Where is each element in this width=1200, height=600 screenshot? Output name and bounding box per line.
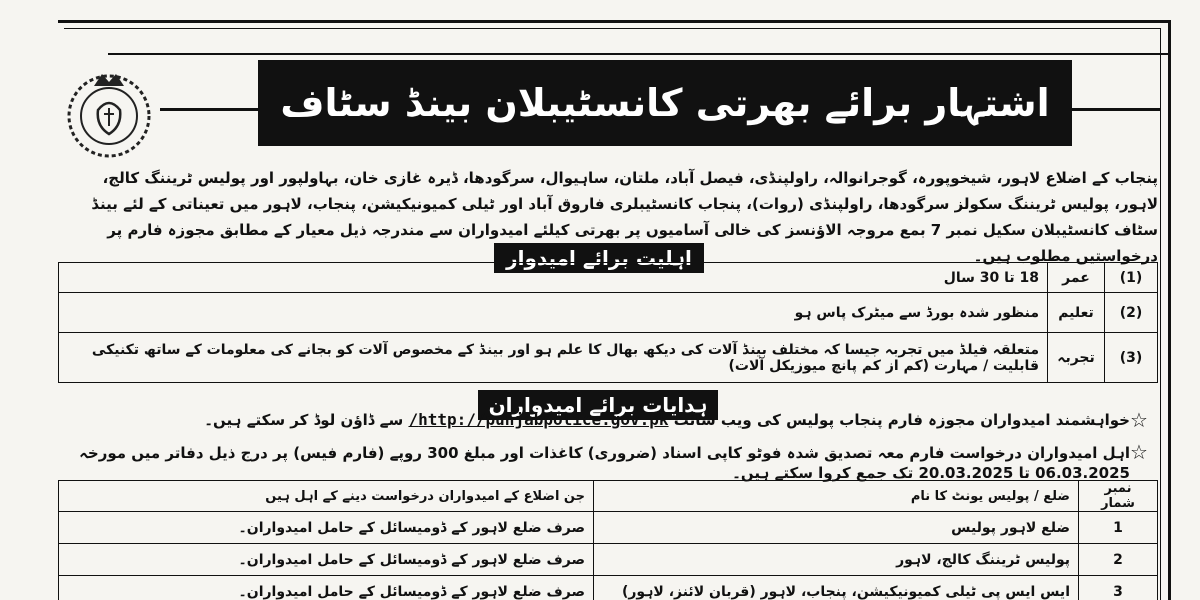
- district-unit: ایس ایس پی ٹیلی کمیونیکیشن، پنجاب، لاہور (قربان لائنز، لاہور): [594, 576, 1079, 600]
- district-unit: پولیس ٹریننگ کالج، لاہور: [594, 544, 1079, 576]
- eligibility-row: [59, 263, 1158, 293]
- eligibility-label: تعلیم: [1048, 293, 1105, 333]
- eligibility-value: متعلقہ فیلڈ میں تجربہ جیسا کہ مختلف بینڈ آلات کی دیکھ بھال کا علم ہو اور بینڈ کے مخصوص آلات کو بجانے کی معلومات کے ساتھ تکنیکی قابلیت / مہارت (کم از کم پانچ میوزیکل آلات): [59, 333, 1048, 383]
- eligibility-row: [59, 293, 1158, 333]
- district-eligible: صرف ضلع لاہور کے ڈومیسائل کے حامل امیدواران۔: [59, 544, 594, 576]
- police-seal-icon: [62, 66, 156, 160]
- districts-table: [58, 480, 1158, 600]
- eligibility-row: [59, 333, 1158, 383]
- instruction-1-prefix: خواہشمند امیدواران مجوزہ فارم پنجاب پولیس کی ویب سائٹ: [673, 411, 1130, 429]
- instruction-line-1: [130, 410, 1130, 430]
- instruction-line-2: اہل امیدواران درخواست فارم معہ تصدیق شدہ فوٹو کاپی اسناد (ضروری) کاغذات اور مبلغ 300 روپے (فارم فیس) پر درج ذیل دفاتر میں مورخہ 06.03.2025 تا 20.03.2025 تک جمع کروا سکتے ہیں۔: [79, 444, 1130, 482]
- punjab-police-link[interactable]: http://punjabpolice.gov.pk/: [408, 410, 669, 429]
- table-row: [59, 576, 1158, 600]
- eligibility-table: [58, 262, 1158, 383]
- district-eligible: صرف ضلع لاہور کے ڈومیسائل کے حامل امیدواران۔: [59, 576, 594, 600]
- eligibility-value: 18 تا 30 سال: [59, 263, 1048, 293]
- star-icon: ☆: [1130, 408, 1148, 432]
- rule-top: [108, 53, 1168, 55]
- eligibility-label: عمر: [1048, 263, 1105, 293]
- intro-paragraph: پنجاب کے اضلاع لاہور، شیخوپورہ، گوجرانوالہ، راولپنڈی، فیصل آباد، ملتان، ساہیوال، سرگودھا، ڈیرہ غازی خان، بہاولپور اور پولیس ٹریننگ کالج، لاہور، پولیس ٹریننگ سکولز سرگودھا، راولپنڈی (روات)، پنجاب کانسٹیبلری فاروق آباد اور ٹیلی کمیونیکیشن، پنجاب، لاہور میں تعیناتی کے لئے بینڈ سٹاف کانسٹیبلان سکیل نمبر 7 بمع مروجہ الاؤنسز کی خالی آسامیوں پر بھرتی کیلئے امیدواران سے مندرجہ ذیل معیار کے مطابق مجوزہ فارم پر درخواستیں مطلوب ہیں۔: [91, 169, 1158, 265]
- district-eligible: صرف ضلع لاہور کے ڈومیسائل کے حامل امیدواران۔: [59, 512, 594, 544]
- eligibility-number: (3): [1105, 333, 1158, 383]
- districts-header-row: [59, 481, 1158, 512]
- district-number: 1: [1079, 512, 1158, 544]
- district-number: 3: [1079, 576, 1158, 600]
- district-unit: ضلع لاہور پولیس: [594, 512, 1079, 544]
- page-title: اشتہار برائے بھرتی کانسٹیبلان بینڈ سٹاف: [258, 60, 1072, 146]
- eligibility-number: (1): [1105, 263, 1158, 293]
- header-eligible: جن اضلاع کے امیدواران درخواست دینے کے اہل ہیں: [59, 481, 594, 512]
- eligibility-value: منظور شدہ بورڈ سے میٹرک پاس ہو: [59, 293, 1048, 333]
- district-number: 2: [1079, 544, 1158, 576]
- header-number: نمبر شمار: [1079, 481, 1158, 512]
- instruction-1-suffix: سے ڈاؤن لوڈ کر سکتے ہیں۔: [204, 411, 404, 429]
- rule-left: [160, 108, 260, 111]
- table-row: [59, 512, 1158, 544]
- eligibility-heading: اہلیت برائے امیدوار: [494, 243, 704, 273]
- eligibility-number: (2): [1105, 293, 1158, 333]
- instructions-heading: ہدایات برائے امیدواران: [478, 390, 718, 420]
- header-unit: ضلع / پولیس یونٹ کا نام: [594, 481, 1079, 512]
- table-row: [59, 544, 1158, 576]
- star-icon: ☆: [1130, 440, 1148, 464]
- eligibility-label: تجربہ: [1048, 333, 1105, 383]
- rule-right: [1070, 108, 1160, 111]
